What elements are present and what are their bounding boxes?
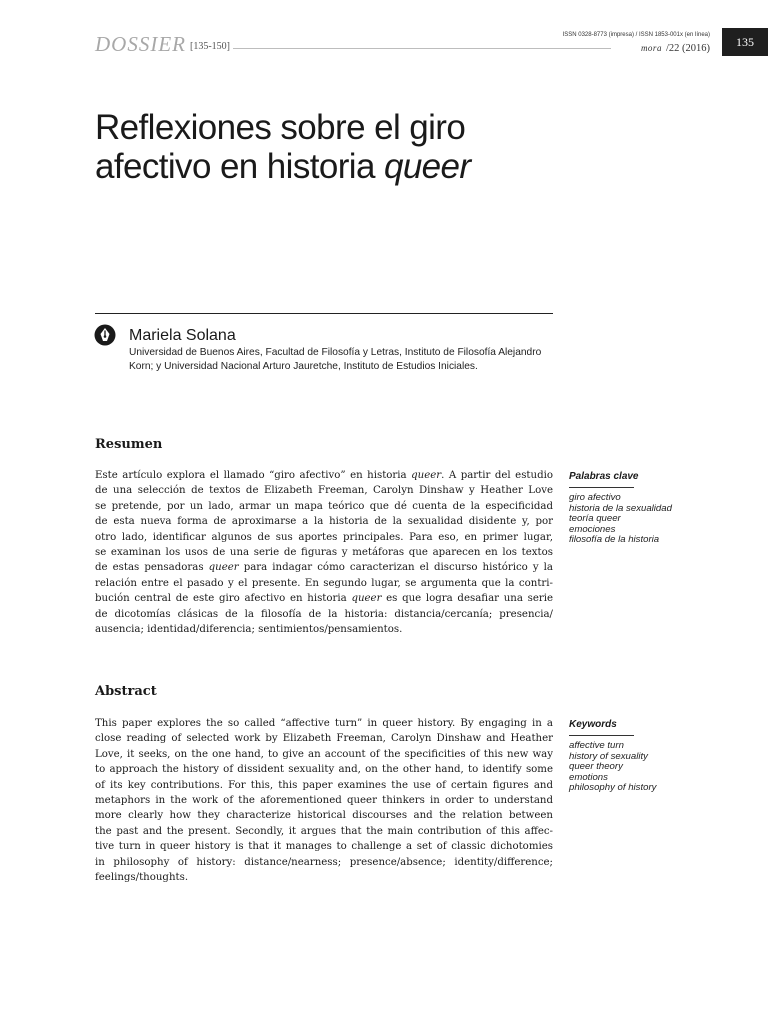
- keyword-item: history of sexuality: [569, 750, 648, 762]
- resumen-line: [95, 514, 553, 529]
- keywords-list: [569, 741, 656, 794]
- abstract-line: [95, 747, 553, 762]
- text-segment: feelings/thoughts.: [95, 872, 189, 884]
- abstract-body: [95, 716, 553, 885]
- text-segment: otro lado, identificar algunos de sus aportes principales. Para eso, en primer lugar,: [95, 531, 553, 543]
- palabras-clave-divider: [569, 487, 634, 488]
- article-title: [95, 108, 565, 186]
- journal-name: mora: [640, 43, 662, 53]
- palabra-clave-item: teoría queer: [569, 513, 621, 524]
- issue-number: /22 (2016): [665, 43, 710, 54]
- text-segment: se examinan los usos de una serie de figuras y metáforas que aparecen en los textos: [95, 547, 553, 559]
- palabras-clave-heading: Palabras clave: [569, 471, 639, 482]
- resumen-line: [95, 607, 553, 622]
- resumen-line: [95, 591, 553, 606]
- text-segment: metaphors in the work of the aforementioned queer thinkers in order to understand: [95, 795, 553, 807]
- text-segment: close reading of selected work by Elizabeth Freeman, Carolyn Dinshaw and Heather: [95, 733, 553, 745]
- journal-issue: [641, 43, 710, 54]
- text-segment: ausencia; identidad/diferencia; sentimientos/pensamientos.: [95, 624, 403, 636]
- abstract-line: [95, 870, 553, 885]
- keywords-heading: Keywords: [569, 719, 617, 730]
- keyword-item: emotions: [569, 771, 608, 783]
- affiliation-line-2: Korn; y Universidad Nacional Arturo Jauretche, Instituto de Estudios Iniciales.: [129, 360, 478, 372]
- resumen-line: [95, 560, 553, 575]
- text-segment: de una selección de textos de Elizabeth Freeman, Carolyn Dinshaw y Heather Love: [95, 485, 553, 497]
- resumen-line: [95, 499, 553, 514]
- text-segment: to approach the history of dissident sexuality and, on the other hand, to identify some: [95, 764, 553, 776]
- text-segment: tive turn in queer history is that it manages to challenge a set of classic dichotomies: [95, 841, 553, 853]
- title-line-2-regular: afectivo en historia: [95, 147, 384, 186]
- text-segment: relación entre el pasado y el presente. En segundo lugar, se argumenta que la contri-: [95, 577, 553, 589]
- palabras-clave-list: [569, 493, 672, 546]
- section-label: DOSSIER: [95, 32, 186, 56]
- author-name: Mariela Solana: [129, 327, 236, 344]
- abstract-heading: Abstract: [95, 684, 157, 699]
- header-divider: [233, 48, 611, 49]
- text-segment: in philosophy of history: distance/nearness; presence/absence; identity/difference;: [95, 856, 553, 868]
- palabra-clave-item: giro afectivo: [569, 492, 621, 503]
- affiliation-line-1: Universidad de Buenos Aires, Facultad de Filosofía y Letras, Instituto de Filosofía Alejandro: [129, 347, 542, 358]
- palabra-clave-item: filosofía de la historia: [569, 534, 660, 545]
- keyword-item: queer theory: [569, 761, 623, 772]
- text-segment: Este artículo explora el llamado “giro afectivo” en historia: [95, 470, 412, 481]
- abstract-line: [95, 731, 553, 746]
- abstract-line: [95, 716, 553, 731]
- italic-term: queer: [411, 470, 442, 481]
- palabra-clave-item: emociones: [569, 523, 616, 535]
- resumen-heading: Resumen: [95, 437, 163, 452]
- text-segment: This paper explores the so called “affective turn” in queer history. By engaging in a: [95, 718, 553, 729]
- text-segment: the past and the present. Secondly, it argues that the main contribution of this affec-: [95, 825, 553, 837]
- keyword-item: affective turn: [569, 740, 624, 751]
- page-range: [135-150]: [190, 41, 230, 52]
- resumen-line: [95, 576, 553, 591]
- title-line-2-italic: queer: [383, 147, 471, 186]
- title-line-1: Reflexiones sobre el giro: [95, 108, 466, 147]
- pen-nib-icon: [94, 324, 116, 346]
- italic-term: queer: [351, 593, 382, 605]
- text-segment: Love, it seeks, on the one hand, to give an account of the specificities of this new way: [95, 748, 553, 760]
- abstract-line: [95, 839, 553, 854]
- text-segment: de dicotomías clásicas de la filosofía de la historia: distancia/cercanía; presencia/: [95, 608, 553, 620]
- text-segment: para indagar cómo caracterizan el discurso histórico y la: [238, 562, 553, 574]
- resumen-line: [95, 483, 553, 498]
- text-segment: of its key contributions. For this, this paper examines the use of certain figures and: [95, 779, 553, 791]
- resumen-body: [95, 468, 553, 637]
- page-number-box: [722, 28, 768, 56]
- author-affiliation: [129, 346, 549, 373]
- text-segment: es que logra desafiar una serie: [381, 593, 554, 605]
- keywords-divider: [569, 735, 634, 736]
- resumen-line: [95, 530, 553, 545]
- page-number: 135: [736, 34, 754, 49]
- text-segment: de estas pensadoras: [95, 562, 209, 574]
- text-segment: more clearly how they characterize historical discourses and the relation between: [95, 810, 553, 822]
- keyword-item: philosophy of history: [569, 782, 657, 793]
- abstract-line: [95, 808, 553, 823]
- abstract-line: [95, 855, 553, 870]
- abstract-line: [95, 793, 553, 808]
- issn-text: ISSN 0328-8773 (impresa) / ISSN 1853-001x (en línea): [562, 32, 710, 38]
- text-segment: de esta nueva forma de aproximarse a la historia de la sexualidad disidente y, por: [95, 516, 553, 528]
- title-line-2: [95, 147, 565, 186]
- abstract-line: [95, 778, 553, 793]
- text-segment: bución central de este giro afectivo en historia: [95, 593, 352, 605]
- text-segment: . A partir del estudio: [441, 470, 553, 481]
- resumen-line: [95, 545, 553, 560]
- italic-term: queer: [208, 562, 239, 574]
- title-divider: [95, 313, 553, 314]
- abstract-line: [95, 824, 553, 839]
- palabra-clave-item: historia de la sexualidad: [569, 502, 672, 514]
- resumen-line: [95, 622, 553, 637]
- resumen-line: [95, 468, 553, 483]
- abstract-line: [95, 762, 553, 777]
- text-segment: se pretende, por un lado, armar un mapa teórico que dé cuenta de la especificidad: [95, 500, 553, 512]
